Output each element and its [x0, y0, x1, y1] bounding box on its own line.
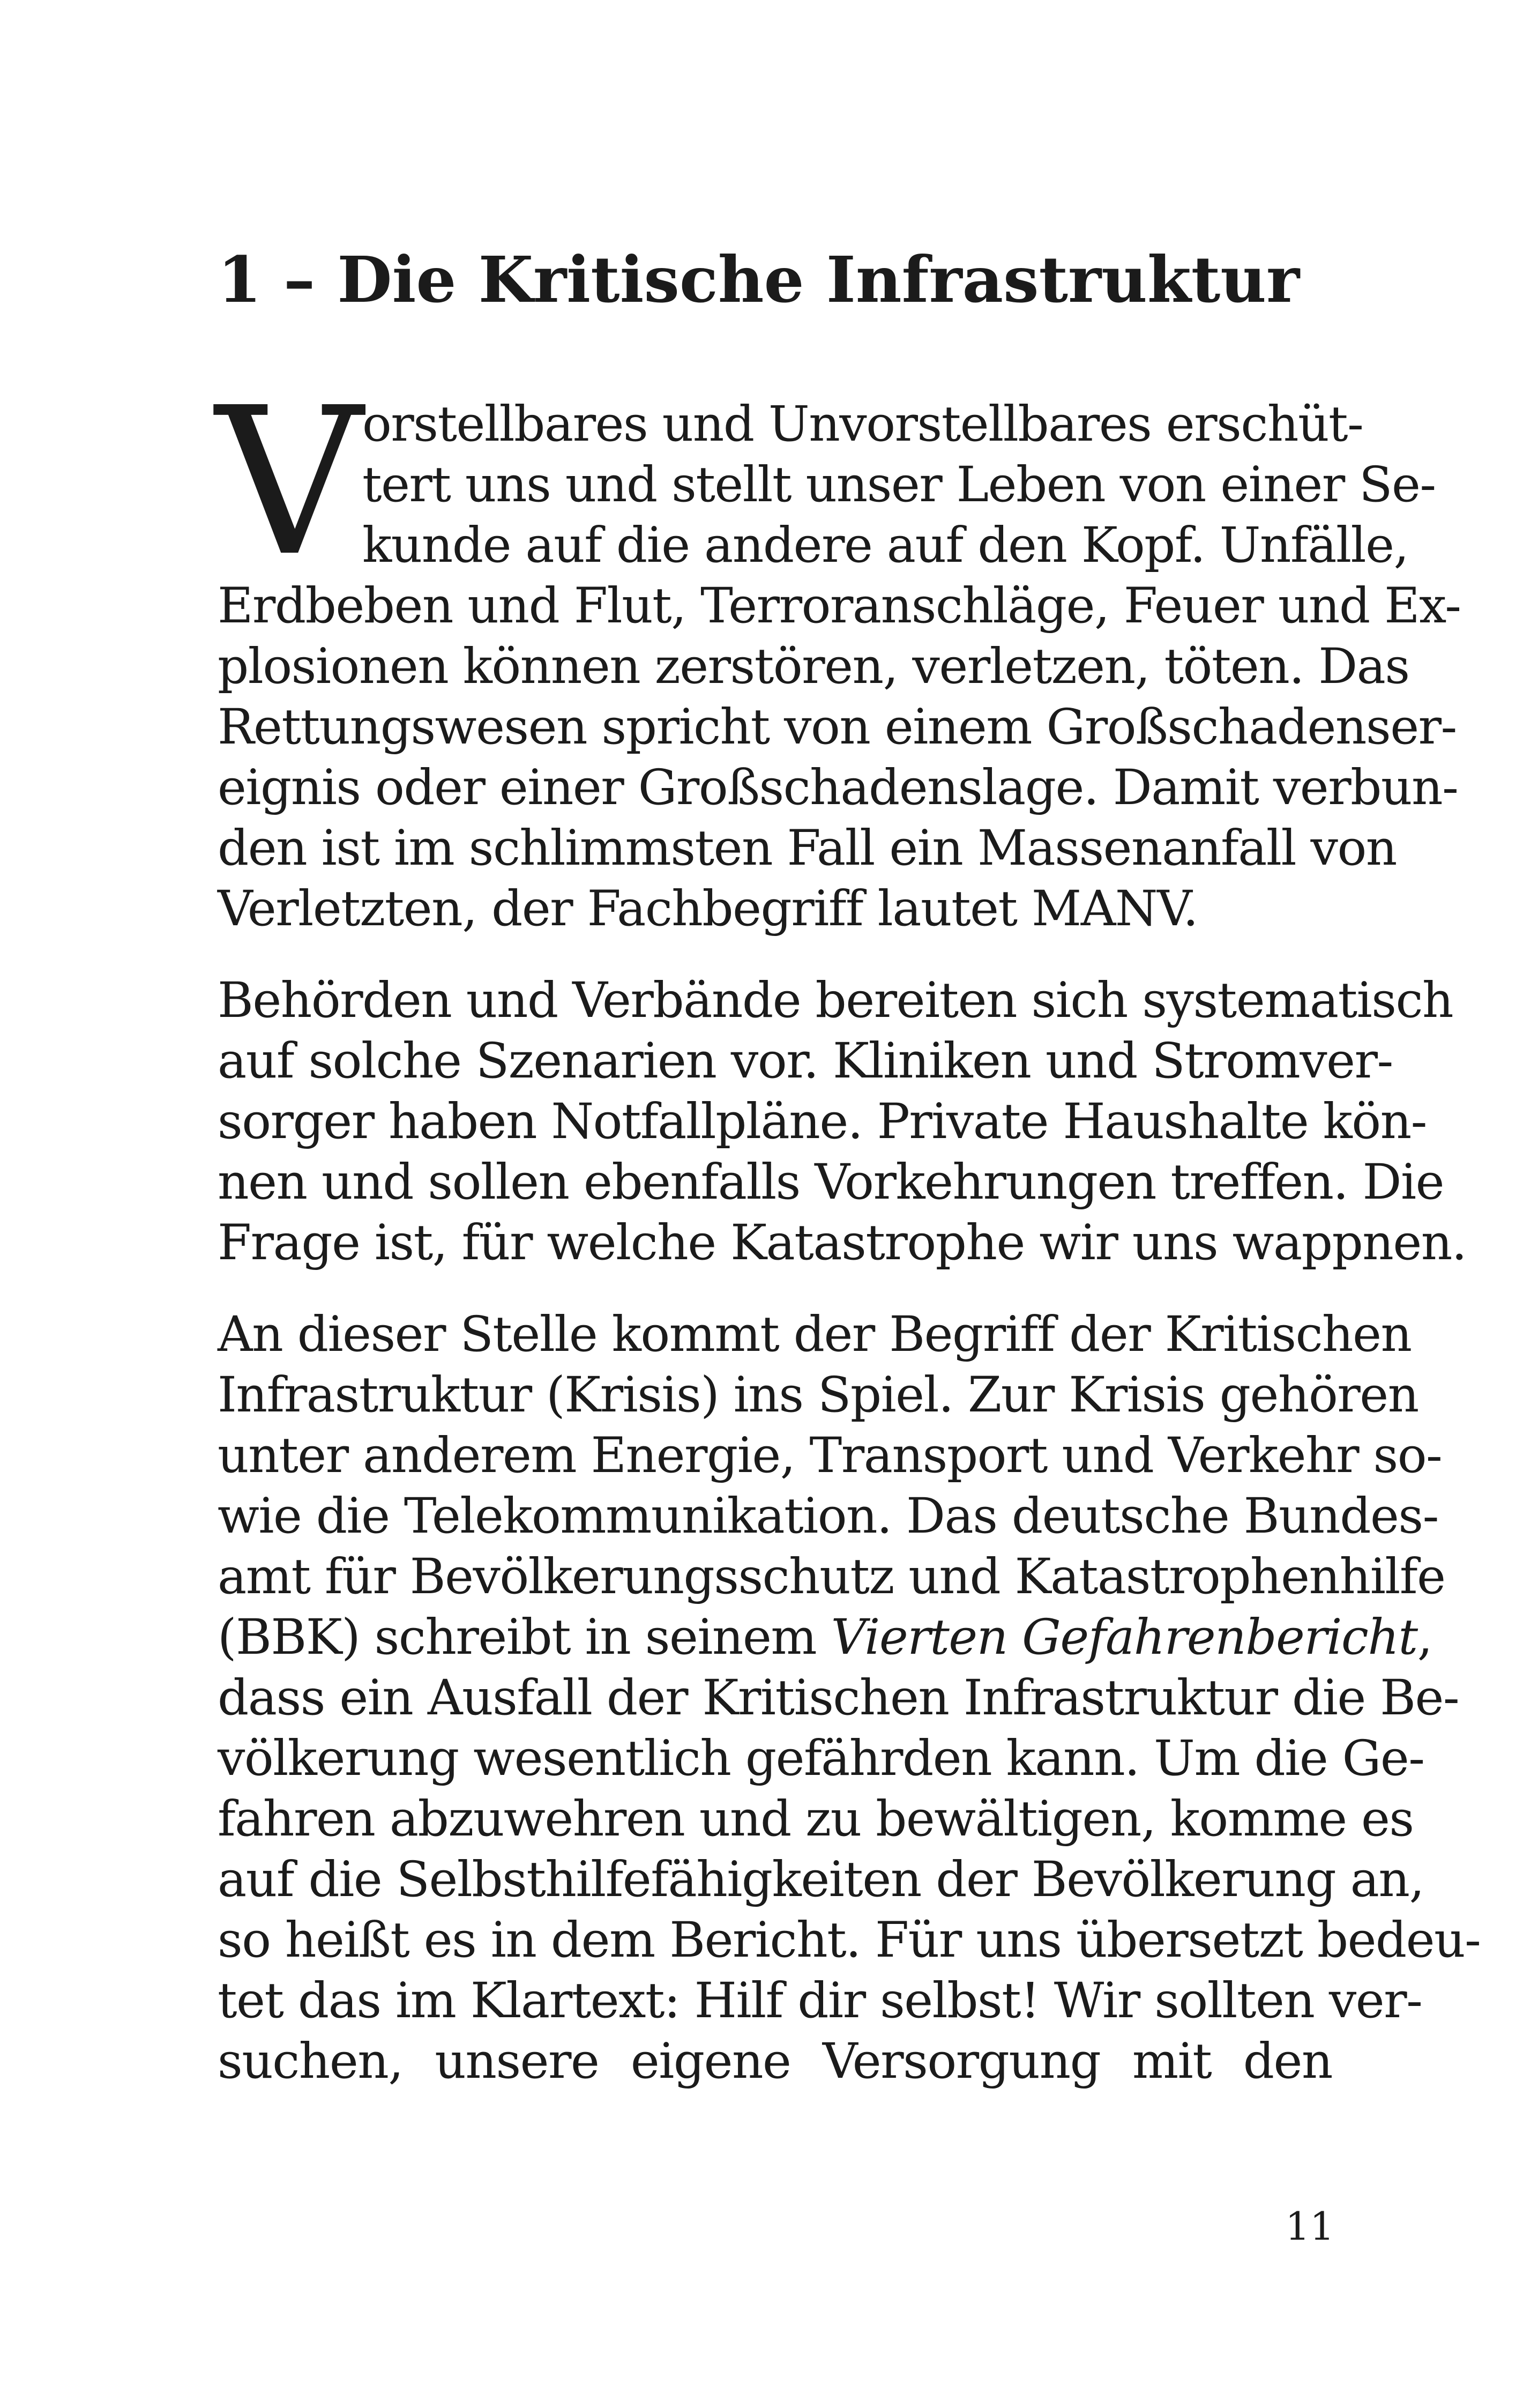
text-line: den ist im schlimmsten Fall ein Massenanfall von: [218, 820, 1397, 876]
text-line: nen und sollen ebenfalls Vorkehrungen treffen. Die: [218, 1154, 1444, 1210]
text-fragment: ,: [1417, 1609, 1432, 1666]
text-line: so heißt es in dem Bericht. Für uns übersetzt bedeu-: [218, 1912, 1481, 1968]
page-number: 11: [1285, 2204, 1334, 2249]
paragraph-introduction: [215, 363, 1461, 939]
text-line: suchen, unsere eigene Versorgung mit den: [218, 2033, 1332, 2090]
drop-cap-letter: V: [215, 363, 362, 601]
text-line: amt für Bevölkerungsschutz und Katastrophenhilfe: [218, 1549, 1445, 1605]
text-line: Behörden und Verbände bereiten sich systematisch: [218, 972, 1453, 1029]
text-line-with-report-title: [218, 1607, 1432, 1668]
report-title: Vierten Gefahrenbericht: [831, 1609, 1417, 1666]
text-line: sorger haben Notfallpläne. Private Haushalte kön-: [218, 1094, 1427, 1150]
text-line: wie die Telekommunikation. Das deutsche Bundes-: [218, 1488, 1438, 1544]
text-line: Rettungswesen spricht von einem Großschadenser-: [218, 699, 1457, 755]
text-line: Infrastruktur (Krisis) ins Spiel. Zur Krisis gehören: [218, 1367, 1419, 1423]
text-line: tet das im Klartext: Hilf dir selbst! Wir sollten ver-: [218, 1973, 1422, 2029]
paragraph-critical-infrastructure: [218, 1304, 1481, 2092]
text-line: Erdbeben und Flut, Terroranschläge, Feuer und Ex-: [218, 578, 1461, 634]
text-line: An dieser Stelle kommt der Begriff der Kritischen: [218, 1306, 1412, 1363]
text-line: völkerung wesentlich gefährden kann. Um die Ge-: [218, 1730, 1424, 1787]
text-line: Frage ist, für welche Katastrophe wir uns wappnen.: [218, 1215, 1467, 1271]
text-fragment: (BBK) schreibt in seinem: [218, 1609, 831, 1666]
chapter-body: [215, 363, 1481, 2123]
text-line: tert uns und stellt unser Leben von einer Se-: [362, 457, 1436, 513]
text-line: fahren abzuwehren und zu bewältigen, komme es: [218, 1791, 1414, 1847]
paragraph-preparedness: [218, 970, 1467, 1273]
text-line: plosionen können zerstören, verletzen, töten. Das: [218, 638, 1409, 695]
text-line: eignis oder einer Großschadenslage. Damit verbun-: [218, 760, 1458, 816]
text-line: auf solche Szenarien vor. Kliniken und Stromver-: [218, 1033, 1393, 1089]
text-line: unter anderem Energie, Transport und Verkehr so-: [218, 1428, 1442, 1484]
text-line: dass ein Ausfall der Kritischen Infrastruktur die Be-: [218, 1670, 1459, 1726]
text-line: kunde auf die andere auf den Kopf. Unfälle,: [362, 517, 1408, 574]
text-line: auf die Selbsthilfefähigkeiten der Bevölkerung an,: [218, 1852, 1424, 1908]
text-line: orstellbares und Unvorstellbares erschüt-: [362, 396, 1363, 452]
text-line: Verletzten, der Fachbegriff lautet MANV.: [218, 881, 1198, 937]
chapter-title: 1 – Die Kritische Infrastruktur: [218, 242, 1300, 317]
